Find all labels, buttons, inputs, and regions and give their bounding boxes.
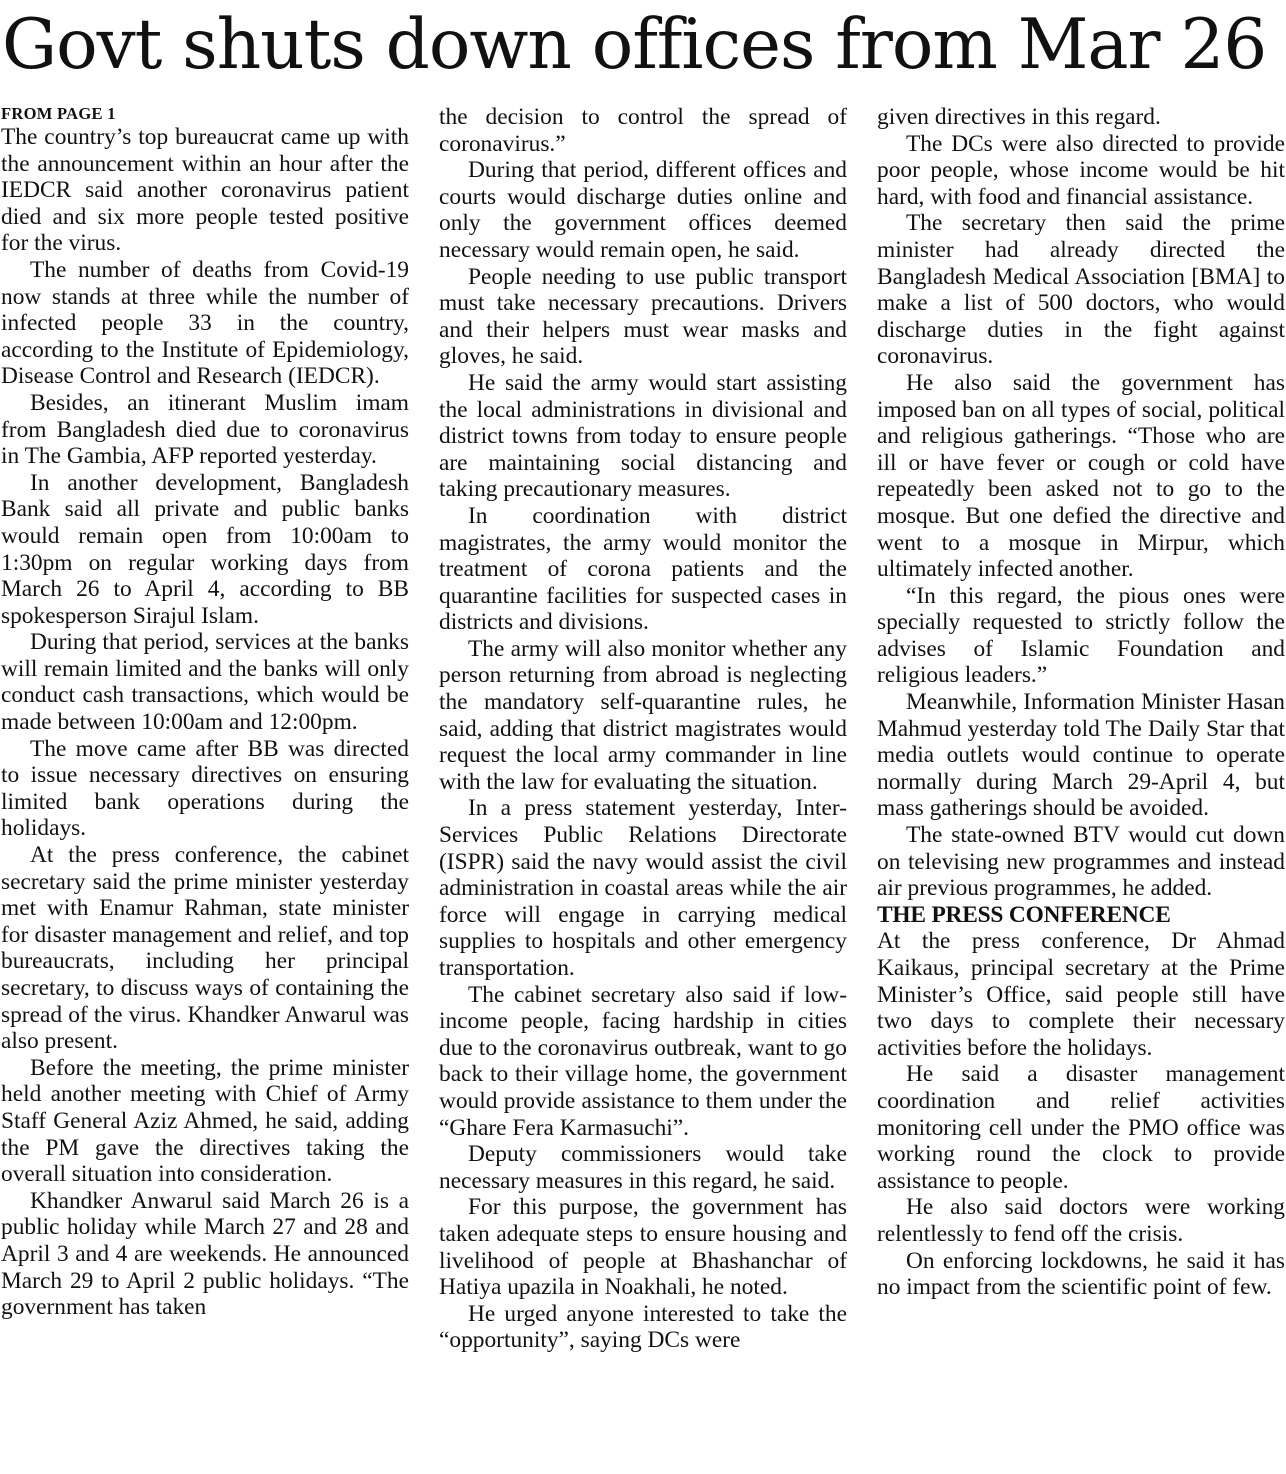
paragraph: The move came after BB was directed to issue necessary directives on ensuring limited bank operations during the holidays. <box>1 735 409 842</box>
paragraph: The country’s top bureaucrat came up with the announcement within an hour after the IEDCR said another coronavirus patient died and six more people tested positive for the virus. <box>1 124 409 257</box>
paragraph: He also said doctors were working relentlessly to fend off the crisis. <box>877 1194 1285 1247</box>
paragraph: Deputy commissioners would take necessary measures in this regard, he said. <box>439 1141 847 1194</box>
paragraph: He said a disaster management coordination and relief activities monitoring cell under the PMO office was working round the clock to provide assistance to people. <box>877 1061 1285 1194</box>
paragraph: the decision to control the spread of coronavirus.” <box>439 104 847 157</box>
paragraph: In another development, Bangladesh Bank said all private and public banks would remain open from 10:00am to 1:30pm on regular working days from March 26 to April 4, according to BB spokesperson Sirajul Islam. <box>1 469 409 629</box>
paragraph: The cabinet secretary also said if low-income people, facing hardship in cities due to the coronavirus outbreak, want to go back to their village home, the government would provide assistance to them under the “Ghare Fera Karmasuchi”. <box>439 981 847 1141</box>
article-column-2 <box>439 104 847 1470</box>
paragraph: People needing to use public transport must take necessary precautions. Drivers and their helpers must wear masks and gloves, he said. <box>439 263 847 370</box>
paragraph: For this purpose, the government has taken adequate steps to ensure housing and livelihood of people at Bhashanchar of Hatiya upazila in Noakhali, he noted. <box>439 1194 847 1301</box>
paragraph: He urged anyone interested to take the “opportunity”, saying DCs were <box>439 1300 847 1354</box>
paragraph: The secretary then said the prime minister had already directed the Bangladesh Medical Association [BMA] to make a list of 500 doctors, who would discharge duties in the fight against coronavirus. <box>877 210 1285 370</box>
jump-line: FROM PAGE 1 <box>1 104 116 123</box>
article-column-1 <box>1 104 409 1470</box>
paragraph: Before the meeting, the prime minister held another meeting with Chief of Army Staff General Aziz Ahmed, he said, adding the PM gave the directives taking the overall situation into consideration. <box>1 1054 409 1188</box>
paragraph: Meanwhile, Information Minister Hasan Mahmud yesterday told The Daily Star that media outlets would continue to operate normally during March 29-April 4, but mass gatherings should be avoided. <box>877 689 1285 822</box>
paragraph: The DCs were also directed to provide poor people, whose income would be hit hard, with food and financial assistance. <box>877 130 1285 210</box>
paragraph: During that period, services at the banks will remain limited and the banks will only conduct cash transactions, which would be made between 10:00am and 12:00pm. <box>1 629 409 736</box>
headline: Govt shuts down offices from Mar 26 <box>2 5 1267 85</box>
subheading: THE PRESS CONFERENCE <box>877 901 1171 928</box>
paragraph: During that period, different offices and courts would discharge duties online and only the government offices deemed necessary would remain open, he said. <box>439 157 847 263</box>
paragraph: He also said the government has imposed ban on all types of social, political and religious gatherings. “Those who are ill or have fever or cough or cold have repeatedly been asked not to go to the mosque. But one defied the directive and went to a mosque in Mirpur, which ultimately infected another. <box>877 369 1285 583</box>
paragraph: The number of deaths from Covid-19 now stands at three while the number of infected people 33 in the country, according to the Institute of Epidemiology, Disease Control and Research (IEDCR). <box>1 256 409 390</box>
paragraph: In a press statement yesterday, Inter-Services Public Relations Directorate (ISPR) said the navy would assist the civil administration in coastal areas while the air force will engage in carrying medical supplies to hospitals and other emergency transportation. <box>439 795 847 981</box>
paragraph: At the press conference, the cabinet secretary said the prime minister yesterday met with Enamur Rahman, state minister for disaster management and relief, and top bureaucrats, including her principal secretary, to discuss ways of containing the spread of the virus. Khandker Anwarul was also present. <box>1 842 409 1055</box>
paragraph: “In this regard, the pious ones were specially requested to strictly follow the advises of Islamic Foundation and religious leaders.” <box>877 582 1285 689</box>
paragraph: given directives in this regard. <box>877 104 1161 130</box>
paragraph: The state-owned BTV would cut down on televising new programmes and instead air previous programmes, he added. <box>877 822 1285 902</box>
paragraph: Khandker Anwarul said March 26 is a public holiday while March 27 and 28 and April 3 and 4 are weekends. He announced March 29 to April 2 public holidays. “The government has taken <box>1 1187 409 1321</box>
paragraph: In coordination with district magistrates, the army would monitor the treatment of corona patients and the quarantine facilities for suspected cases in districts and divisions. <box>439 502 847 636</box>
paragraph: He said the army would start assisting the local administrations in divisional and district towns from today to ensure people are maintaining social distancing and taking precautionary measures. <box>439 369 847 503</box>
paragraph: On enforcing lockdowns, he said it has no impact from the scientific point of few. <box>877 1247 1285 1301</box>
paragraph: At the press conference, Dr Ahmad Kaikaus, principal secretary at the Prime Minister’s Office, said people still have two days to complete their necessary activities before the holidays. <box>877 928 1285 1061</box>
paragraph: The army will also monitor whether any person returning from abroad is neglecting the mandatory self-quarantine rules, he said, adding that district magistrates would request the local army commander in line with the law for evaluating the situation. <box>439 635 847 795</box>
article-column-3 <box>877 104 1285 1470</box>
paragraph: Besides, an itinerant Muslim imam from Bangladesh died due to coronavirus in The Gambia, AFP reported yesterday. <box>1 389 409 470</box>
